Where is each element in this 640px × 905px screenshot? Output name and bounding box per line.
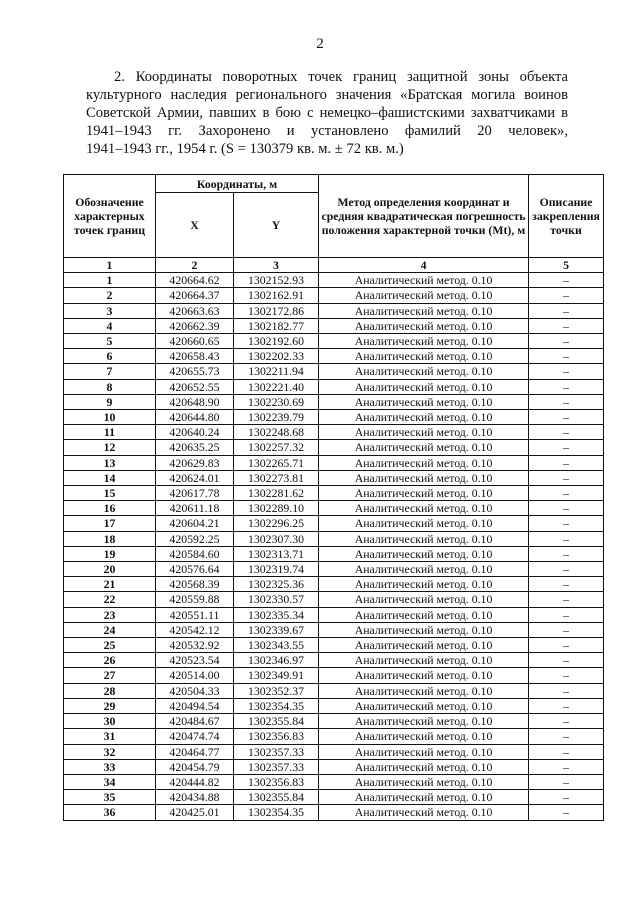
column-number: 4 xyxy=(319,258,529,273)
point-number: 11 xyxy=(64,425,156,440)
x-coordinate: 420484.67 xyxy=(156,714,234,729)
y-coordinate: 1302307.30 xyxy=(234,531,319,546)
x-coordinate: 420648.90 xyxy=(156,394,234,409)
point-description: – xyxy=(529,486,604,501)
header-point: Обозначение характерных точек границ xyxy=(64,175,156,258)
table-row xyxy=(64,729,604,744)
method-accuracy: Аналитический метод. 0.10 xyxy=(319,607,529,622)
y-coordinate: 1302357.33 xyxy=(234,759,319,774)
method-accuracy: Аналитический метод. 0.10 xyxy=(319,410,529,425)
header-x: X xyxy=(156,193,234,258)
table-row xyxy=(64,546,604,561)
x-coordinate: 420559.88 xyxy=(156,592,234,607)
x-coordinate: 420664.62 xyxy=(156,273,234,288)
y-coordinate: 1302357.33 xyxy=(234,744,319,759)
point-description: – xyxy=(529,425,604,440)
table-row xyxy=(64,698,604,713)
point-number: 30 xyxy=(64,714,156,729)
method-accuracy: Аналитический метод. 0.10 xyxy=(319,531,529,546)
point-description: – xyxy=(529,531,604,546)
point-number: 26 xyxy=(64,653,156,668)
y-coordinate: 1302355.84 xyxy=(234,714,319,729)
y-coordinate: 1302192.60 xyxy=(234,334,319,349)
method-accuracy: Аналитический метод. 0.10 xyxy=(319,318,529,333)
table-row xyxy=(64,577,604,592)
method-accuracy: Аналитический метод. 0.10 xyxy=(319,729,529,744)
method-accuracy: Аналитический метод. 0.10 xyxy=(319,349,529,364)
y-coordinate: 1302354.35 xyxy=(234,698,319,713)
point-description: – xyxy=(529,729,604,744)
point-description: – xyxy=(529,638,604,653)
x-coordinate: 420444.82 xyxy=(156,774,234,789)
method-accuracy: Аналитический метод. 0.10 xyxy=(319,273,529,288)
x-coordinate: 420660.65 xyxy=(156,334,234,349)
column-number: 2 xyxy=(156,258,234,273)
point-description: – xyxy=(529,577,604,592)
point-number: 15 xyxy=(64,486,156,501)
point-description: – xyxy=(529,455,604,470)
point-description: – xyxy=(529,318,604,333)
point-number: 3 xyxy=(64,303,156,318)
point-number: 31 xyxy=(64,729,156,744)
y-coordinate: 1302230.69 xyxy=(234,394,319,409)
x-coordinate: 420662.39 xyxy=(156,318,234,333)
header-coords: Координаты, м xyxy=(156,175,319,193)
table-row xyxy=(64,744,604,759)
x-coordinate: 420551.11 xyxy=(156,607,234,622)
table-row xyxy=(64,501,604,516)
table-row xyxy=(64,638,604,653)
method-accuracy: Аналитический метод. 0.10 xyxy=(319,288,529,303)
y-coordinate: 1302356.83 xyxy=(234,729,319,744)
point-number: 13 xyxy=(64,455,156,470)
method-accuracy: Аналитический метод. 0.10 xyxy=(319,759,529,774)
point-description: – xyxy=(529,607,604,622)
y-coordinate: 1302248.68 xyxy=(234,425,319,440)
y-coordinate: 1302339.67 xyxy=(234,622,319,637)
point-description: – xyxy=(529,379,604,394)
point-description: – xyxy=(529,714,604,729)
point-number: 18 xyxy=(64,531,156,546)
table-row xyxy=(64,653,604,668)
method-accuracy: Аналитический метод. 0.10 xyxy=(319,577,529,592)
x-coordinate: 420454.79 xyxy=(156,759,234,774)
point-number: 20 xyxy=(64,562,156,577)
y-coordinate: 1302356.83 xyxy=(234,774,319,789)
point-description: – xyxy=(529,470,604,485)
method-accuracy: Аналитический метод. 0.10 xyxy=(319,653,529,668)
point-description: – xyxy=(529,683,604,698)
y-coordinate: 1302221.40 xyxy=(234,379,319,394)
x-coordinate: 420494.54 xyxy=(156,698,234,713)
method-accuracy: Аналитический метод. 0.10 xyxy=(319,668,529,683)
method-accuracy: Аналитический метод. 0.10 xyxy=(319,425,529,440)
point-number: 33 xyxy=(64,759,156,774)
point-number: 17 xyxy=(64,516,156,531)
x-coordinate: 420523.54 xyxy=(156,653,234,668)
method-accuracy: Аналитический метод. 0.10 xyxy=(319,790,529,805)
table-row xyxy=(64,334,604,349)
table-row xyxy=(64,531,604,546)
table-body xyxy=(64,273,604,820)
point-number: 25 xyxy=(64,638,156,653)
table-row xyxy=(64,440,604,455)
x-coordinate: 420635.25 xyxy=(156,440,234,455)
point-description: – xyxy=(529,805,604,820)
method-accuracy: Аналитический метод. 0.10 xyxy=(319,805,529,820)
x-coordinate: 420474.74 xyxy=(156,729,234,744)
method-accuracy: Аналитический метод. 0.10 xyxy=(319,379,529,394)
point-number: 8 xyxy=(64,379,156,394)
point-description: – xyxy=(529,516,604,531)
method-accuracy: Аналитический метод. 0.10 xyxy=(319,622,529,637)
x-coordinate: 420658.43 xyxy=(156,349,234,364)
y-coordinate: 1302319.74 xyxy=(234,562,319,577)
x-coordinate: 420514.00 xyxy=(156,668,234,683)
point-number: 35 xyxy=(64,790,156,805)
point-number: 32 xyxy=(64,744,156,759)
heading-line: 2. Координаты поворотных точек границ защитной зоны объекта xyxy=(114,69,568,85)
y-coordinate: 1302346.97 xyxy=(234,653,319,668)
column-number: 3 xyxy=(234,258,319,273)
x-coordinate: 420652.55 xyxy=(156,379,234,394)
method-accuracy: Аналитический метод. 0.10 xyxy=(319,486,529,501)
table-row xyxy=(64,364,604,379)
point-description: – xyxy=(529,668,604,683)
table-row xyxy=(64,410,604,425)
y-coordinate: 1302202.33 xyxy=(234,349,319,364)
header-y: Y xyxy=(234,193,319,258)
point-number: 12 xyxy=(64,440,156,455)
point-description: – xyxy=(529,790,604,805)
point-number: 29 xyxy=(64,698,156,713)
method-accuracy: Аналитический метод. 0.10 xyxy=(319,714,529,729)
y-coordinate: 1302330.57 xyxy=(234,592,319,607)
point-description: – xyxy=(529,759,604,774)
y-coordinate: 1302335.34 xyxy=(234,607,319,622)
method-accuracy: Аналитический метод. 0.10 xyxy=(319,562,529,577)
y-coordinate: 1302281.62 xyxy=(234,486,319,501)
point-number: 23 xyxy=(64,607,156,622)
table-row xyxy=(64,318,604,333)
point-description: – xyxy=(529,744,604,759)
y-coordinate: 1302325.36 xyxy=(234,577,319,592)
table-row xyxy=(64,805,604,820)
table-header xyxy=(64,175,604,273)
table-row xyxy=(64,714,604,729)
method-accuracy: Аналитический метод. 0.10 xyxy=(319,683,529,698)
header-description: Описание закрепления точки xyxy=(529,175,604,258)
heading-line: 1941–1943 гг. Захоронено и установлено фамилий 20 человек», xyxy=(86,123,568,139)
table-row xyxy=(64,759,604,774)
point-number: 6 xyxy=(64,349,156,364)
y-coordinate: 1302239.79 xyxy=(234,410,319,425)
method-accuracy: Аналитический метод. 0.10 xyxy=(319,638,529,653)
method-accuracy: Аналитический метод. 0.10 xyxy=(319,744,529,759)
table-row xyxy=(64,379,604,394)
point-description: – xyxy=(529,562,604,577)
x-coordinate: 420640.24 xyxy=(156,425,234,440)
x-coordinate: 420434.88 xyxy=(156,790,234,805)
page-number: 2 xyxy=(316,36,324,52)
x-coordinate: 420664.37 xyxy=(156,288,234,303)
point-description: – xyxy=(529,501,604,516)
table-row xyxy=(64,516,604,531)
x-coordinate: 420663.63 xyxy=(156,303,234,318)
point-number: 27 xyxy=(64,668,156,683)
method-accuracy: Аналитический метод. 0.10 xyxy=(319,470,529,485)
table-row xyxy=(64,668,604,683)
point-number: 24 xyxy=(64,622,156,637)
y-coordinate: 1302172.86 xyxy=(234,303,319,318)
table-row xyxy=(64,592,604,607)
table-row xyxy=(64,288,604,303)
table-row xyxy=(64,683,604,698)
point-description: – xyxy=(529,288,604,303)
method-accuracy: Аналитический метод. 0.10 xyxy=(319,501,529,516)
x-coordinate: 420629.83 xyxy=(156,455,234,470)
point-description: – xyxy=(529,546,604,561)
point-description: – xyxy=(529,622,604,637)
y-coordinate: 1302162.91 xyxy=(234,288,319,303)
method-accuracy: Аналитический метод. 0.10 xyxy=(319,698,529,713)
heading-line: 1941–1943 гг., 1954 г. (S = 130379 кв. м. ± 72 кв. м.) xyxy=(86,141,404,157)
table-row xyxy=(64,622,604,637)
method-accuracy: Аналитический метод. 0.10 xyxy=(319,440,529,455)
point-number: 34 xyxy=(64,774,156,789)
point-number: 19 xyxy=(64,546,156,561)
table-row xyxy=(64,607,604,622)
point-number: 28 xyxy=(64,683,156,698)
point-description: – xyxy=(529,653,604,668)
method-accuracy: Аналитический метод. 0.10 xyxy=(319,334,529,349)
x-coordinate: 420624.01 xyxy=(156,470,234,485)
y-coordinate: 1302354.35 xyxy=(234,805,319,820)
x-coordinate: 420464.77 xyxy=(156,744,234,759)
point-number: 9 xyxy=(64,394,156,409)
table-row xyxy=(64,486,604,501)
point-number: 10 xyxy=(64,410,156,425)
document-heading xyxy=(86,68,568,158)
table-row xyxy=(64,455,604,470)
method-accuracy: Аналитический метод. 0.10 xyxy=(319,592,529,607)
method-accuracy: Аналитический метод. 0.10 xyxy=(319,774,529,789)
point-description: – xyxy=(529,334,604,349)
method-accuracy: Аналитический метод. 0.10 xyxy=(319,546,529,561)
table-row xyxy=(64,303,604,318)
x-coordinate: 420617.78 xyxy=(156,486,234,501)
point-number: 14 xyxy=(64,470,156,485)
table-row xyxy=(64,470,604,485)
column-number-row xyxy=(64,258,604,273)
column-number: 1 xyxy=(64,258,156,273)
x-coordinate: 420592.25 xyxy=(156,531,234,546)
x-coordinate: 420604.21 xyxy=(156,516,234,531)
method-accuracy: Аналитический метод. 0.10 xyxy=(319,455,529,470)
table-row xyxy=(64,790,604,805)
point-number: 21 xyxy=(64,577,156,592)
point-description: – xyxy=(529,774,604,789)
y-coordinate: 1302257.32 xyxy=(234,440,319,455)
x-coordinate: 420425.01 xyxy=(156,805,234,820)
y-coordinate: 1302273.81 xyxy=(234,470,319,485)
method-accuracy: Аналитический метод. 0.10 xyxy=(319,303,529,318)
point-number: 7 xyxy=(64,364,156,379)
point-number: 22 xyxy=(64,592,156,607)
table-row xyxy=(64,394,604,409)
point-number: 2 xyxy=(64,288,156,303)
y-coordinate: 1302296.25 xyxy=(234,516,319,531)
point-number: 4 xyxy=(64,318,156,333)
method-accuracy: Аналитический метод. 0.10 xyxy=(319,394,529,409)
heading-line: Советской Армии, павших в бою с немецко–фашистскими захватчиками в xyxy=(86,105,568,121)
x-coordinate: 420504.33 xyxy=(156,683,234,698)
point-number: 5 xyxy=(64,334,156,349)
point-number: 1 xyxy=(64,273,156,288)
heading-line: культурного наследия регионального значения «Братская могила воинов xyxy=(86,87,568,103)
x-coordinate: 420576.64 xyxy=(156,562,234,577)
method-accuracy: Аналитический метод. 0.10 xyxy=(319,516,529,531)
x-coordinate: 420568.39 xyxy=(156,577,234,592)
y-coordinate: 1302289.10 xyxy=(234,501,319,516)
y-coordinate: 1302182.77 xyxy=(234,318,319,333)
y-coordinate: 1302152.93 xyxy=(234,273,319,288)
point-number: 16 xyxy=(64,501,156,516)
header-method: Метод определения координат и средняя квадратическая погрешность положения характерной точки (Mt), м xyxy=(319,175,529,258)
point-number: 36 xyxy=(64,805,156,820)
y-coordinate: 1302265.71 xyxy=(234,455,319,470)
x-coordinate: 420584.60 xyxy=(156,546,234,561)
point-description: – xyxy=(529,394,604,409)
y-coordinate: 1302352.37 xyxy=(234,683,319,698)
y-coordinate: 1302343.55 xyxy=(234,638,319,653)
point-description: – xyxy=(529,698,604,713)
point-description: – xyxy=(529,592,604,607)
y-coordinate: 1302211.94 xyxy=(234,364,319,379)
x-coordinate: 420542.12 xyxy=(156,622,234,637)
table-row xyxy=(64,562,604,577)
point-description: – xyxy=(529,364,604,379)
point-description: – xyxy=(529,349,604,364)
point-description: – xyxy=(529,303,604,318)
point-description: – xyxy=(529,440,604,455)
column-number: 5 xyxy=(529,258,604,273)
y-coordinate: 1302355.84 xyxy=(234,790,319,805)
table-row xyxy=(64,273,604,288)
point-description: – xyxy=(529,410,604,425)
y-coordinate: 1302349.91 xyxy=(234,668,319,683)
coordinates-table xyxy=(63,174,604,821)
table-row xyxy=(64,425,604,440)
y-coordinate: 1302313.71 xyxy=(234,546,319,561)
point-description: – xyxy=(529,273,604,288)
x-coordinate: 420611.18 xyxy=(156,501,234,516)
x-coordinate: 420532.92 xyxy=(156,638,234,653)
x-coordinate: 420644.80 xyxy=(156,410,234,425)
table-row xyxy=(64,349,604,364)
x-coordinate: 420655.73 xyxy=(156,364,234,379)
table-row xyxy=(64,774,604,789)
method-accuracy: Аналитический метод. 0.10 xyxy=(319,364,529,379)
